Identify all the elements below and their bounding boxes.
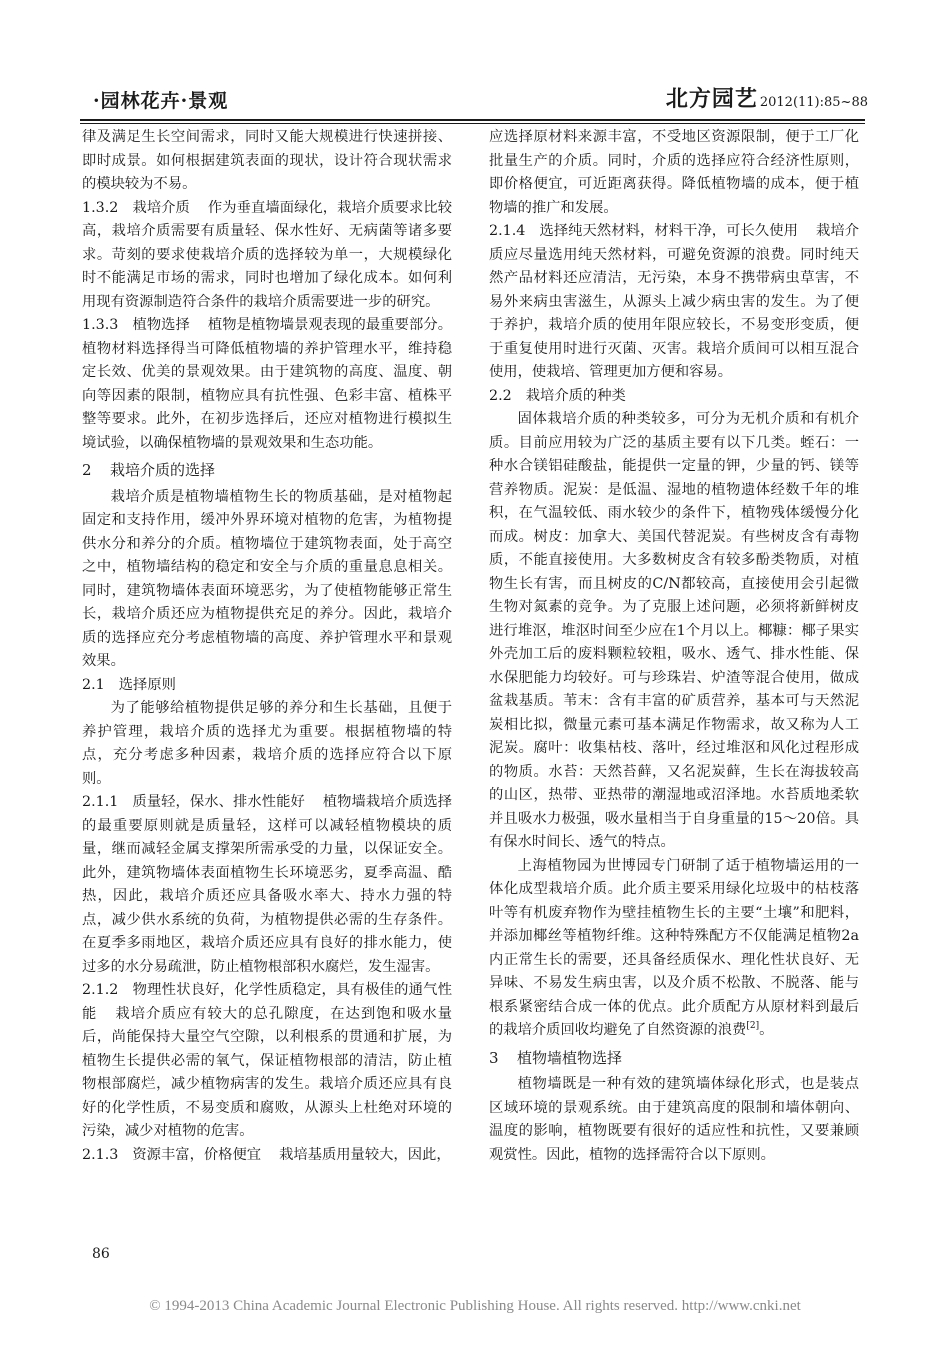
- section-number: 1.3.3: [82, 317, 119, 333]
- running-header-section: ·园林花卉·景观: [93, 90, 229, 112]
- copyright-footer: © 1994-2013 China Academic Journal Electronic Publishing House. All rights reserved. http://www.cnki.net: [149, 1298, 801, 1314]
- header-rule: [80, 119, 865, 124]
- paragraph: 栽培基质用量较大，因此，: [279, 1146, 451, 1163]
- section-2-1-heading: [82, 674, 452, 698]
- paragraph: 为了能够给植物提供足够的养分和生长基础，且便于养护管理，栽培介质的选择尤为重要。根据植物墙的特点，充分考虑多种因素，栽培介质的选择应符合以下原则。: [82, 700, 452, 787]
- section-number: 3: [489, 1048, 499, 1067]
- paragraph: 栽培介质应尽量选用纯天然材料，可避免资源的浪费。同时纯天然产品材料还应清洁，无污染，本身不携带病虫草害，不易外来病虫害滋生，从源头上减少病虫害的发生。为了便于养护，栽培介质的使用年限应较长，不易变形变质，便于重复使用时进行灭菌、灭害。栽培介质间可以相互混合使用，使栽培、管理更加方便和容易。: [489, 223, 860, 380]
- subsection-title: 质量轻，保水、排水性能好: [132, 794, 305, 810]
- section-title: 栽培介质的选择: [110, 461, 216, 479]
- subsection-title: 物理性状良好，化学性质稳定，具有极佳的通气性能: [82, 982, 452, 1022]
- paragraph: 栽培介质应有较大的总孔隙度，在达到饱和吸水量后，尚能保持大量空气空隙，以利根系的贯通和扩展，为植物生长提供必需的氧气，保证植物根部的清洁，防止植物根部腐烂，减少植物病害的发生。栽培介质还应具有良好的化学性质，不易变质和腐败，从源头上杜绝对环境的污染，减少对植物的危害。: [82, 1005, 453, 1139]
- page-number: 86: [92, 1246, 110, 1262]
- subsection-title: 栽培介质: [132, 199, 190, 216]
- section-number: 2.2: [489, 387, 512, 404]
- running-header-journal: [666, 82, 868, 113]
- subsection-1-3-3: [82, 314, 452, 455]
- section-number: 2.1.4: [489, 223, 526, 239]
- subsection-2-1-1: [82, 791, 452, 979]
- section-2-heading: [82, 459, 452, 483]
- paragraph: 固体栽培介质的种类较多，可分为无机介质和有机介质。目前应用较为广泛的基质主要有以下几类。蛭石：一种水合镁铝硅酸盐，能提供一定量的钾，少量的钙、镁等营养物质。泥炭：是低温、湿地的植物遗体经数千年的堆积，在气温较低、雨水较少的条件下，植物残体缓慢分化而成。树皮：加拿大、美国代替泥炭。有些树皮含有毒物质，不能直接使用。大多数树皮含有较多酚类物质，对植物生长有害，而且树皮的C/N都较高，直接使用会引起微生物对氮素的竞争。为了克服上述问题，必须将新鲜树皮进行堆沤，堆沤时间至少应在1个月以上。椰糠：椰子果实外壳加工后的废料颗粒较粗，吸水、透气、排水性能、保水保肥能力均较好。可与珍珠岩、炉渣等混合使用，做成盆栽基质。苇末：含有丰富的矿质营养，基本可与天然泥炭相比拟，微量元素可基本满足作物需求，故又称为人工泥炭。腐叶：收集枯枝、落叶，经过堆沤和风化过程形成的物质。水苔：天然苔藓，又名泥炭藓，生长在海拔较高的山区，热带、亚热带的潮湿地或沼泽地。水苔质地柔软并且吸水力极强，吸水量相当于自身重量的15～20倍。具有保水时间长、透气的特点。: [489, 411, 859, 850]
- section-number: 1.3.2: [82, 199, 119, 216]
- section-2-2-heading: [489, 385, 859, 409]
- left-column: [82, 126, 452, 1167]
- subsection-2-1-2: [82, 979, 452, 1144]
- section-number: 2.1.3: [82, 1146, 119, 1163]
- section-number: 2.1.2: [82, 982, 119, 998]
- paragraph: 应选择原材料来源丰富，不受地区资源限制，便于工厂化批量生产的介质。同时，介质的选择应符合经济性原则，即价格便宜，可近距离获得。降低植物墙的成本，便于植物墙的推广和发展。: [489, 129, 859, 216]
- subsection-title: 选择纯天然材料，材料干净，可长久使用: [539, 223, 798, 239]
- section-number: 2: [82, 461, 92, 479]
- paragraph: 律及满足生长空间需求，同时又能大规模进行快速拼接、即时成景。如何根据建筑表面的现状，设计符合现状需求的模块较为不易。: [82, 129, 452, 192]
- citation-reference[interactable]: [2]: [746, 1021, 760, 1032]
- section-title: 栽培介质的种类: [525, 387, 626, 404]
- paragraph: 植物墙栽培介质选择的最重要原则就是质量轻，这样可以减轻植物模块的质量，继而减轻金属支撑架所需承受的力量，以保证安全。此外，建筑物墙体表面植物生长环境恶劣，夏季高温、酷热，因此，栽培介质还应具备吸水率大、持水力强的特点，减少供水系统的负荷，为植物提供必需的生存条件。在夏季多雨地区，栽培介质还应具有良好的排水能力，使过多的水分易疏泄，防止植物根部积水腐烂，发生湿害。: [82, 794, 453, 975]
- section-3-heading: [489, 1047, 859, 1071]
- subsection-title: 资源丰富，价格便宜: [132, 1146, 262, 1163]
- subsection-2-1-4: [489, 220, 859, 385]
- journal-citation: 2012(11):85~88: [759, 95, 868, 110]
- section-title: 选择原则: [118, 676, 176, 693]
- right-column: [489, 126, 859, 1167]
- paragraph: 作为垂直墙面绿化，栽培介质要求比较高，栽培介质需要有质量轻、保水性好、无病菌等诸多要求。苛刻的要求使栽培介质的选择较为单一，大规模绿化时不能满足市场的需求，同时也增加了绿化成本。如何利用现有资源制造符合条件的栽培介质需要进一步的研究。: [82, 199, 452, 310]
- subsection-2-1-3: [82, 1144, 452, 1168]
- paragraph-text: 上海植物园为世博园专门研制了适于植物墙运用的一体化成型栽培介质。此介质主要采用绿化垃圾中的枯枝落叶等有机废弃物作为壁挂植物生长的主要“土壤”和肥料，并添加椰丝等植物纤维。这种特殊配方不仅能满足植物2a内正常生长的需要，还具备经质保水、理化性状良好、无异味、不易发生病虫害，以及介质不松散、不脱落、能与根系紧密结合成一体的优点。此介质配方从原材料到最后的栽培介质回收均避免了自然资源的浪费: [489, 857, 859, 1038]
- section-number: 2.1.1: [82, 794, 119, 810]
- section-title: 植物墙植物选择: [517, 1048, 623, 1067]
- journal-name: 北方园艺: [665, 86, 758, 112]
- paragraph: 植物是植物墙景观表现的最重要部分。植物材料选择得当可降低植物墙的养护管理水平，维持稳定长效、优美的景观效果。由于建筑物的高度、温度、朝向等因素的限制，植物应具有抗性强、色彩丰富、植株平整等要求。此外，在初步选择后，还应对植物进行模拟生境试验，以确保植物墙的景观效果和生态功能。: [82, 317, 452, 451]
- paragraph: [489, 855, 859, 1043]
- paragraph: 植物墙既是一种有效的建筑墙体绿化形式，也是装点区域环境的景观系统。由于建筑高度的限制和墙体朝向、温度的影响，植物既要有很好的适应性和抗性，又要兼顾观赏性。因此，植物的选择需符合以下原则。: [489, 1076, 859, 1163]
- subsection-title: 植物选择: [132, 317, 190, 333]
- paragraph: 栽培介质是植物墙植物生长的物质基础，是对植物起固定和支持作用，缓冲外界环境对植物的危害，为植物提供水分和养分的介质。植物墙位于建筑物表面，处于高空之中，植物墙结构的稳定和安全与介质的重量息息相关。同时，建筑物墙体表面环境恶劣，为了使植物能够正常生长，栽培介质还应为植物提供充足的养分。因此，栽培介质的选择应充分考虑植物墙的高度、养护管理水平和景观效果。: [82, 488, 452, 669]
- section-number: 2.1: [82, 676, 105, 693]
- subsection-1-3-2: [82, 197, 452, 315]
- paragraph-end: 。: [759, 1022, 774, 1038]
